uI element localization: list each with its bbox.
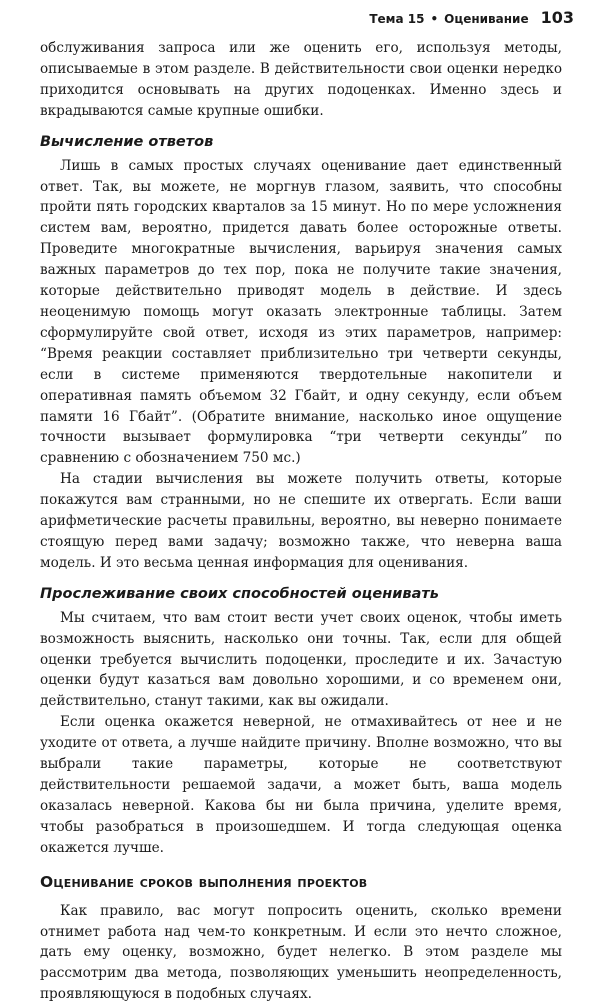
- paragraph: Мы считаем, что вам стоит вести учет своих оценок, чтобы иметь возможность выяснить, насколько они точны. Так, если для общей оценки требуется вычислить подоценки, проследите и их. Зачастую оценки будут казаться вам довольно хорошими, и со временем они, действительно, станут такими, как вы ожидали.: [40, 609, 562, 710]
- paragraph: Лишь в самых простых случаях оценивание дает единственный ответ. Так, вы можете, не моргнув глазом, заявить, что способны пройти пять городских кварталов за 15 минут. Но по мере усложнения систем вам, вероятно, придется давать более осторожные ответы. Проведите многократные вычисления, варьируя значения самых важных параметров до тех пор, пока не получите такие значения, которые действительно приводят модель в действие. И здесь неоценимую помощь могут оказать электронные таблицы. Затем сформулируйте свой ответ, исходя из этих параметров, например: “Время реакции составляет приблизительно три четверти секунды, если в системе применяются твердотельные накопители и оперативная память объемом 32 Гбайт, и одну секунду, если объем памяти 16 Гбайт”. (Обратите внимание, насколько иное ощущение точности вызывает формулировка “три четверти секунды” по сравнению с обозначением 750 мс.): [40, 157, 562, 467]
- intro-paragraph: обслуживания запроса или же оценить его, используя методы, описываемые в этом разделе. В действительности свои оценки нередко приходится основывать на других подоценках. Именно здесь и вкрадываются самые крупные ошибки.: [40, 40, 562, 119]
- section-heading-project-schedules: Оценивание сроков выполнения проектов: [40, 872, 368, 891]
- section-label: Оценивание: [444, 12, 529, 26]
- section-heading-computing-answers: Вычисление ответов: [40, 133, 214, 150]
- paragraph: Если оценка окажется неверной, не отмахивайтесь от нее и не уходите от ответа, а лучше найдите причину. Вполне возможно, что вы выбрали такие параметры, которые не соответствуют действительности решаемой задачи, а может быть, ваша модель оказалась неверной. Какова бы ни была причина, уделите время, чтобы разобраться в произошедшем. И тогда следующая оценка окажется лучше.: [40, 714, 562, 856]
- chapter-label: Тема 15: [369, 12, 425, 26]
- paragraph: На стадии вычисления вы можете получить ответы, которые покажутся вам странными, но не спешите их отвергать. Если ваши арифметические расчеты правильны, вероятно, вы неверно понимаете стоящую перед вами задачу; возможно также, что неверна ваша модель. И это весьма ценная информация для оценивания.: [40, 471, 562, 571]
- page-number: 103: [540, 8, 574, 27]
- section-heading-tracking-estimates: Прослеживание своих способностей оценивать: [40, 585, 439, 602]
- header-separator: •: [430, 12, 439, 26]
- running-header: [40, 8, 574, 38]
- paragraph: Как правило, вас могут попросить оценить, сколько времени отнимет работа над чем-то конкретным. И если это нечто сложное, дать ему оценку, возможно, будет нелегко. В этом разделе мы рассмотрим два метода, позволяющих уменьшить неопределенность, проявляющуюся в подобных случаях.: [40, 902, 562, 1003]
